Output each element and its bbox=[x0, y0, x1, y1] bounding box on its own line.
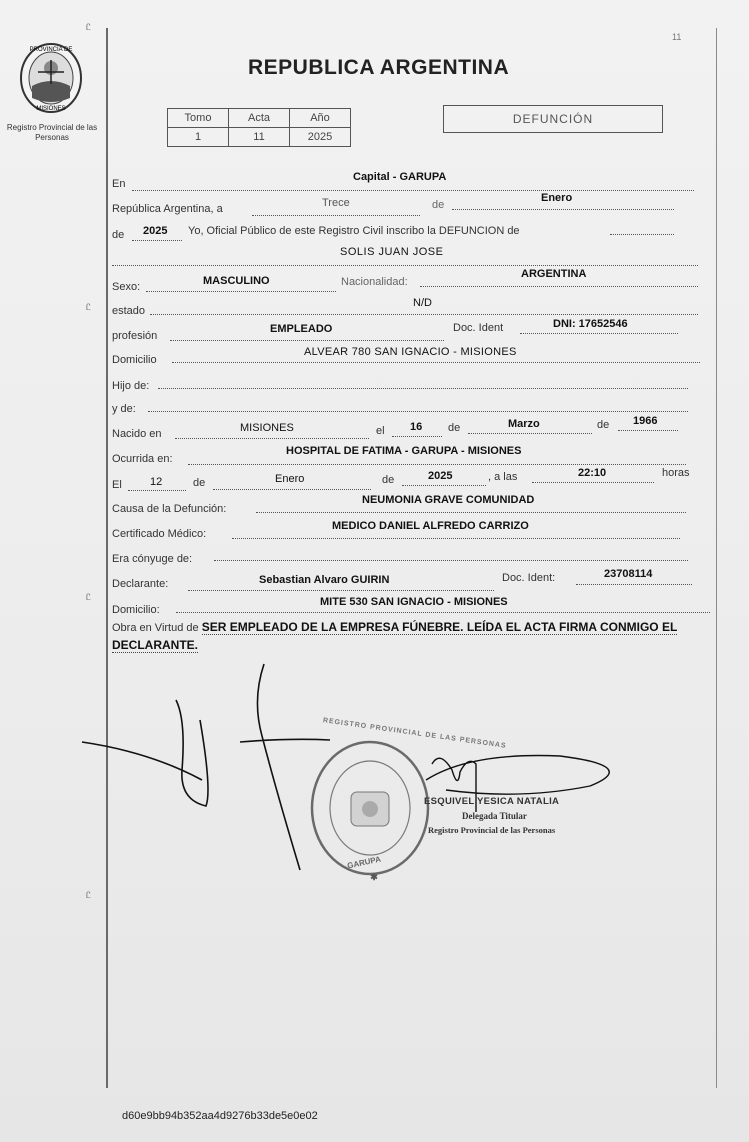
svg-text:✱: ✱ bbox=[370, 872, 378, 882]
birth-year: 1966 bbox=[633, 415, 658, 427]
official-role: Delegada Titular bbox=[462, 811, 527, 821]
birth-day: 16 bbox=[410, 421, 423, 433]
death-year: 2025 bbox=[428, 470, 453, 482]
sexo-value: MASCULINO bbox=[203, 275, 270, 287]
margin-mark: Ꮭ bbox=[86, 22, 92, 32]
logo-text-top: PROVINCIA DE bbox=[29, 47, 73, 53]
estado-value: N/D bbox=[413, 297, 432, 309]
de-label: de bbox=[193, 477, 206, 489]
nacido-label: Nacido en bbox=[112, 428, 162, 440]
death-time: 22:10 bbox=[578, 467, 607, 479]
day-word: Trece bbox=[322, 197, 350, 209]
conyuge-label: Era cónyuge de: bbox=[112, 553, 193, 565]
declarante-value: Sebastian Alvaro GUIRIN bbox=[259, 574, 390, 586]
doc-ident-value: DNI: 17652546 bbox=[553, 318, 628, 330]
acta-header: Acta bbox=[229, 109, 290, 128]
domicilio2-label: Domicilio: bbox=[112, 604, 160, 616]
domicilio2-value: MITE 530 SAN IGNACIO - MISIONES bbox=[320, 596, 508, 608]
de-label: de bbox=[112, 229, 125, 241]
death-day: 12 bbox=[150, 476, 163, 488]
ocurrida-label: Ocurrida en: bbox=[112, 453, 173, 465]
el-label: el bbox=[376, 425, 385, 437]
domicilio-value: ALVEAR 780 SAN IGNACIO - MISIONES bbox=[304, 346, 517, 358]
obra-label: Obra en Virtud de bbox=[112, 622, 199, 634]
sexo-label: Sexo: bbox=[112, 281, 141, 293]
logo-text-bottom: MISIONES bbox=[36, 106, 66, 112]
seal-text: REGISTRO PROVINCIAL DE LAS PERSONAS bbox=[322, 717, 507, 750]
month-word: Enero bbox=[541, 192, 573, 204]
en-label: En bbox=[112, 178, 126, 190]
decl-doc-value: 23708114 bbox=[604, 568, 653, 580]
estado-label: estado bbox=[112, 305, 146, 317]
death-month: Enero bbox=[275, 473, 305, 485]
hijo-label: Hijo de: bbox=[112, 380, 150, 392]
page-number: 11 bbox=[672, 32, 682, 42]
page-title: REPUBLICA ARGENTINA bbox=[248, 56, 510, 79]
certificado-label: Certificado Médico: bbox=[112, 528, 207, 540]
tomo-header: Tomo bbox=[168, 109, 229, 128]
republica-label: República Argentina, a bbox=[112, 203, 223, 215]
doc-ident-label: Doc. Ident bbox=[453, 322, 504, 334]
registry-caption: Registro Provincial de las Personas bbox=[6, 123, 98, 142]
anio-value: 2025 bbox=[290, 128, 351, 147]
nacido-value: MISIONES bbox=[240, 422, 294, 434]
oficial-text: Yo, Oficial Público de este Registro Civil inscribo la DEFUNCION de bbox=[188, 225, 520, 237]
decl-doc-label: Doc. Ident: bbox=[502, 572, 556, 584]
profesion-label: profesión bbox=[112, 330, 158, 342]
seal-city: GARUPA bbox=[346, 854, 382, 871]
declarante-label: Declarante: bbox=[112, 578, 169, 590]
anio-header: Año bbox=[290, 109, 351, 128]
margin-mark: Ꮭ bbox=[86, 302, 92, 312]
document-hash: d60e9bb94b352aa4d9276b33de5e0e02 bbox=[122, 1110, 318, 1122]
de-label: de bbox=[382, 474, 395, 486]
de-label: de bbox=[432, 199, 445, 211]
tomo-value: 1 bbox=[168, 128, 229, 147]
de-label: de bbox=[448, 422, 461, 434]
alas-label: , a las bbox=[488, 471, 518, 483]
obra-value: SER EMPLEADO DE LA EMPRESA FÚNEBRE. LEÍDA EL ACTA FIRMA CONMIGO EL DECLARANTE. bbox=[112, 620, 678, 652]
margin-mark: Ꮭ bbox=[86, 890, 92, 900]
ocurrida-value: HOSPITAL DE FATIMA - GARUPA - MISIONES bbox=[286, 445, 522, 457]
deceased-name: SOLIS JUAN JOSE bbox=[340, 246, 444, 258]
domicilio-label: Domicilio bbox=[112, 354, 157, 366]
year-value: 2025 bbox=[143, 225, 168, 237]
el-label: El bbox=[112, 479, 122, 491]
official-office: Registro Provincial de las Personas bbox=[428, 825, 556, 835]
en-value: Capital - GARUPA bbox=[353, 171, 447, 183]
causa-value: NEUMONIA GRAVE COMUNIDAD bbox=[362, 494, 535, 506]
nacionalidad-label: Nacionalidad: bbox=[341, 276, 408, 288]
acta-value: 11 bbox=[229, 128, 290, 147]
horas-label: horas bbox=[662, 467, 690, 479]
official-name: ESQUIVEL YESICA NATALIA bbox=[424, 796, 560, 807]
margin-mark: Ꮭ bbox=[86, 592, 92, 602]
profesion-value: EMPLEADO bbox=[270, 323, 333, 335]
de-label: de bbox=[597, 419, 610, 431]
nacionalidad-value: ARGENTINA bbox=[521, 268, 587, 280]
birth-month: Marzo bbox=[508, 418, 540, 430]
yde-label: y de: bbox=[112, 403, 136, 415]
causa-label: Causa de la Defunción: bbox=[112, 503, 227, 515]
certificado-value: MEDICO DANIEL ALFREDO CARRIZO bbox=[332, 520, 529, 532]
document-type-box: DEFUNCIÓN bbox=[443, 105, 663, 133]
